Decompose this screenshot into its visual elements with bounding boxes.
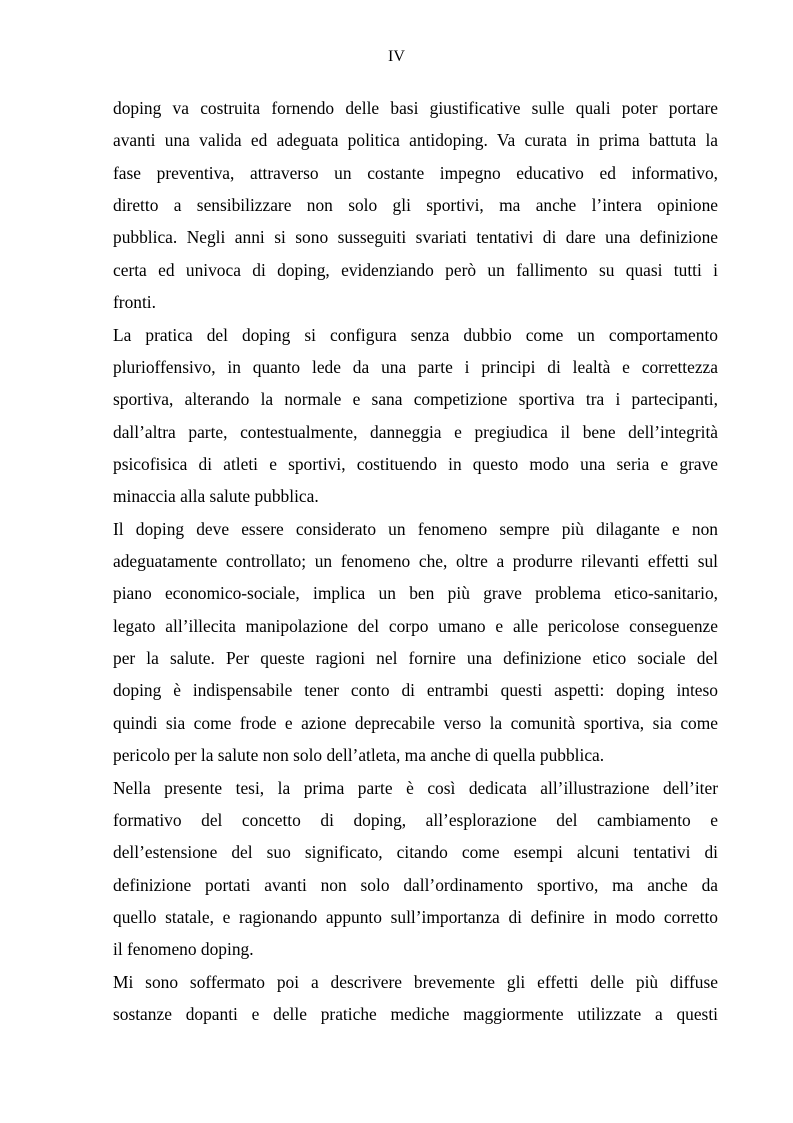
text-line: formativo del concetto di doping, all’esplorazione del cambiamento e [113,809,718,830]
text-line: Mi sono soffermato poi a descrivere brevemente gli effetti delle più diffuse [113,971,718,992]
text-line: Il doping deve essere considerato un fenomeno sempre più dilagante e non [113,518,718,539]
paragraph-2 [113,319,718,513]
text-line: dall’altra parte, contestualmente, danneggia e pregiudica il bene dell’integrità [113,421,718,442]
text-line: piano economico-sociale, implica un ben più grave problema etico-sanitario, [113,583,718,604]
page-number: IV [388,48,405,65]
text-line: fase preventiva, attraverso un costante impegno educativo ed informativo, [113,162,718,183]
text-line: dell’estensione del suo significato, citando come esempi alcuni tentativi di [113,842,718,863]
text-line: il fenomeno doping. [113,939,254,960]
text-line: sportiva, alterando la normale e sana competizione sportiva tra i partecipanti, [113,389,718,410]
paragraph-5 [113,966,718,1031]
text-line: doping è indispensabile tener conto di entrambi questi aspetti: doping inteso [113,680,718,701]
paragraph-1 [113,92,718,319]
text-line: pubblica. Negli anni si sono susseguiti svariati tentativi di dare una definizione [113,227,718,248]
text-line: avanti una valida ed adeguata politica antidoping. Va curata in prima battuta la [113,130,718,151]
text-line: definizione portati avanti non solo dall’ordinamento sportivo, ma anche da [113,874,718,895]
text-line: diretto a sensibilizzare non solo gli sportivi, ma anche l’intera opinione [113,195,718,216]
text-line: sostanze dopanti e delle pratiche mediche maggiormente utilizzate a questi [113,1004,718,1025]
text-line: legato all’illecita manipolazione del corpo umano e alle pericolose conseguenze [113,615,718,636]
text-line: fronti. [113,292,156,313]
text-line: per la salute. Per queste ragioni nel fornire una definizione etico sociale del [113,648,718,669]
body-text [113,92,718,1030]
paragraph-4 [113,772,718,966]
text-line: plurioffensivo, in quanto lede da una parte i principi di lealtà e correttezza [113,356,718,377]
text-line: pericolo per la salute non solo dell’atleta, ma anche di quella pubblica. [113,745,605,766]
text-line: quello statale, e ragionando appunto sull’importanza di definire in modo corretto [113,906,718,927]
text-line: La pratica del doping si configura senza dubbio come un comportamento [113,324,718,345]
text-line: Nella presente tesi, la prima parte è così dedicata all’illustrazione dell’iter [113,777,718,798]
text-line: adeguatamente controllato; un fenomeno che, oltre a produrre rilevanti effetti sul [113,551,718,572]
text-line: psicofisica di atleti e sportivi, costituendo in questo modo una seria e grave [113,453,718,474]
text-line: minaccia alla salute pubblica. [113,486,319,507]
text-line: quindi sia come frode e azione deprecabile verso la comunità sportiva, sia come [113,712,718,733]
text-line: certa ed univoca di doping, evidenziando però un fallimento su quasi tutti i [113,259,718,280]
paragraph-3 [113,513,718,772]
text-line: doping va costruita fornendo delle basi giustificative sulle quali poter portare [113,98,718,118]
